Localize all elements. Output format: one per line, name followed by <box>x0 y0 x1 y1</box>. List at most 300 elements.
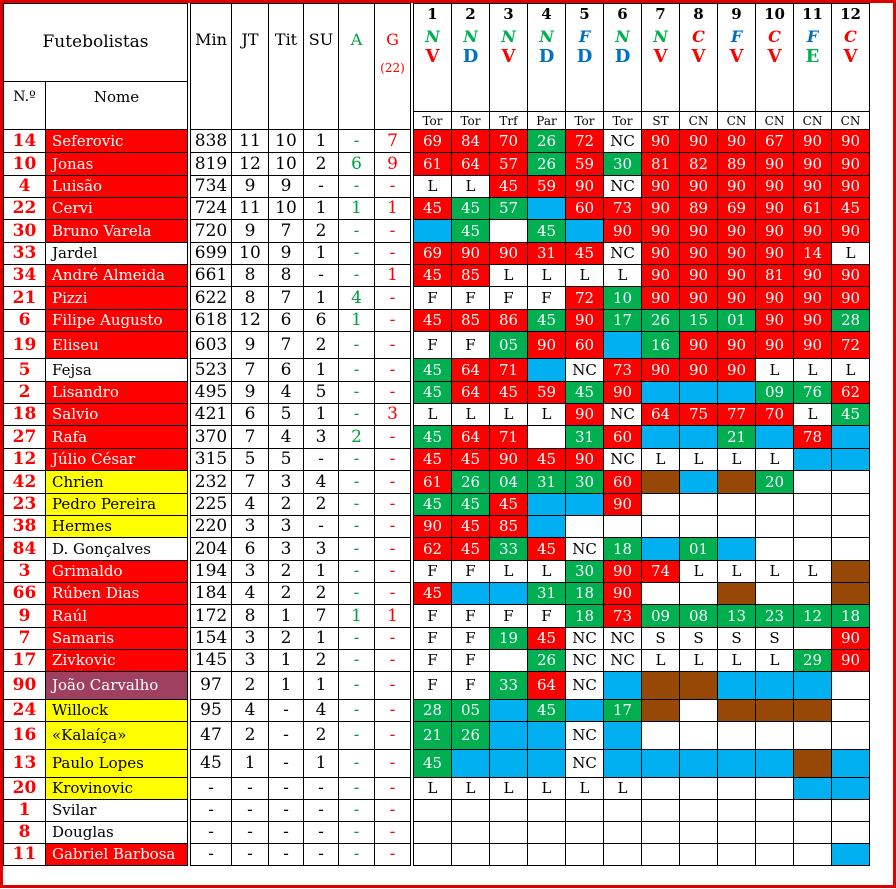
match-cell-5: 31 <box>566 426 604 449</box>
match-cell-10 <box>756 426 794 449</box>
assists-cell: - <box>339 822 375 844</box>
match-cell-10 <box>756 800 794 822</box>
match-cell-7 <box>642 538 680 561</box>
match-result-5: D <box>566 48 604 82</box>
match-cell-2: L <box>452 404 490 426</box>
match-cell-8 <box>680 583 718 605</box>
match-cell-7: 90 <box>642 176 680 198</box>
subs-cell: 2 <box>304 332 339 359</box>
player-number: 24 <box>4 700 46 722</box>
assists-cell: - <box>339 538 375 561</box>
assists-cell: - <box>339 722 375 750</box>
match-cell-11: 76 <box>794 382 832 404</box>
match-cell-12: 72 <box>832 332 870 359</box>
match-cell-6 <box>604 516 642 538</box>
starts-cell: 9 <box>269 176 304 198</box>
subs-cell: 1 <box>304 130 339 153</box>
match-cell-5 <box>566 220 604 243</box>
player-name: Hermes <box>46 516 188 538</box>
match-cell-4 <box>528 494 566 516</box>
match-cell-3: 45 <box>490 382 528 404</box>
starts-cell: 10 <box>269 130 304 153</box>
subs-cell: - <box>304 176 339 198</box>
match-blank-8 <box>680 82 718 112</box>
minutes-cell: 154 <box>191 628 232 650</box>
games-cell: 4 <box>232 583 269 605</box>
minutes-cell: 838 <box>191 130 232 153</box>
player-name: Rúben Dias <box>46 583 188 605</box>
match-cell-8 <box>680 700 718 722</box>
match-cell-7 <box>642 722 680 750</box>
player-row <box>4 628 870 650</box>
games-cell: 10 <box>232 243 269 265</box>
table-title: Futebolistas <box>42 32 149 52</box>
match-result-11: E <box>794 48 832 82</box>
subs-cell: - <box>304 800 339 822</box>
match-result-10: V <box>756 48 794 82</box>
assists-cell: 1 <box>339 605 375 628</box>
match-cell-12 <box>832 778 870 800</box>
assists-cell: - <box>339 800 375 822</box>
match-cell-11 <box>794 471 832 494</box>
goals-cell: - <box>375 800 411 822</box>
match-cell-4: 31 <box>528 583 566 605</box>
player-number: 30 <box>4 220 46 243</box>
goals-cell: 1 <box>375 265 411 287</box>
subs-cell: 2 <box>304 650 339 672</box>
player-row <box>4 750 870 778</box>
player-row <box>4 778 870 800</box>
player-name: Pizzi <box>46 287 188 310</box>
assists-cell: - <box>339 650 375 672</box>
assists-header: A <box>339 4 375 130</box>
games-cell: 3 <box>232 650 269 672</box>
match-cell-6: 18 <box>604 538 642 561</box>
match-cell-9: 90 <box>718 176 756 198</box>
match-cell-8: 08 <box>680 605 718 628</box>
goals-cell: 1 <box>375 605 411 628</box>
goals-cell: - <box>375 382 411 404</box>
goals-cell: - <box>375 722 411 750</box>
match-cell-11 <box>794 628 832 650</box>
match-cell-7: 90 <box>642 198 680 220</box>
match-cell-5: 90 <box>566 176 604 198</box>
player-name: Cervi <box>46 198 188 220</box>
match-cell-2: 85 <box>452 265 490 287</box>
starts-cell: 6 <box>269 310 304 332</box>
goals-cell: - <box>375 778 411 800</box>
match-cell-7 <box>642 778 680 800</box>
player-number: 6 <box>4 310 46 332</box>
match-cell-5: L <box>566 778 604 800</box>
match-cell-3: 71 <box>490 359 528 382</box>
match-cell-4: 59 <box>528 382 566 404</box>
match-number-10: 10 <box>756 4 794 26</box>
subs-cell: - <box>304 516 339 538</box>
goals-cell: - <box>375 449 411 471</box>
match-cell-3 <box>490 750 528 778</box>
match-cell-3 <box>490 800 528 822</box>
match-cell-3: 90 <box>490 449 528 471</box>
match-cell-6: 30 <box>604 153 642 176</box>
player-row <box>4 538 870 561</box>
match-cell-5: L <box>566 265 604 287</box>
number-header: N.º <box>4 82 46 130</box>
match-cell-12 <box>832 822 870 844</box>
starts-cell: 7 <box>269 332 304 359</box>
goals-cell: - <box>375 426 411 449</box>
match-cell-7: L <box>642 449 680 471</box>
games-cell: - <box>232 822 269 844</box>
match-cell-1: 45 <box>414 310 452 332</box>
match-cell-12: 62 <box>832 382 870 404</box>
match-cell-8 <box>680 382 718 404</box>
match-cell-12 <box>832 471 870 494</box>
match-cell-4: F <box>528 605 566 628</box>
match-cell-8 <box>680 750 718 778</box>
minutes-cell: 45 <box>191 750 232 778</box>
player-number: 2 <box>4 382 46 404</box>
minutes-cell: 184 <box>191 583 232 605</box>
goals-cell: - <box>375 220 411 243</box>
match-cell-3: F <box>490 605 528 628</box>
match-blank-6 <box>604 82 642 112</box>
player-number: 14 <box>4 130 46 153</box>
match-number-6: 6 <box>604 4 642 26</box>
match-cell-11: 90 <box>794 265 832 287</box>
player-row <box>4 605 870 628</box>
match-cell-1: 21 <box>414 722 452 750</box>
match-result-6: D <box>604 48 642 82</box>
minutes-cell: 523 <box>191 359 232 382</box>
match-cell-3: 04 <box>490 471 528 494</box>
match-blank-1 <box>414 82 452 112</box>
match-result-3: V <box>490 48 528 82</box>
assists-cell: 6 <box>339 153 375 176</box>
match-blank-2 <box>452 82 490 112</box>
match-cell-9 <box>718 471 756 494</box>
assists-cell: 1 <box>339 310 375 332</box>
match-cell-7: L <box>642 650 680 672</box>
minutes-cell: 204 <box>191 538 232 561</box>
match-cell-8 <box>680 672 718 700</box>
games-cell: - <box>232 800 269 822</box>
match-cell-4: 31 <box>528 471 566 494</box>
match-cell-3: L <box>490 778 528 800</box>
games-cell: 4 <box>232 494 269 516</box>
match-cell-9 <box>718 844 756 866</box>
match-result-7: V <box>642 48 680 82</box>
match-blank-9 <box>718 82 756 112</box>
minutes-cell: 819 <box>191 153 232 176</box>
match-cell-12: 90 <box>832 176 870 198</box>
match-cell-4: 59 <box>528 176 566 198</box>
match-cell-6 <box>604 722 642 750</box>
match-cell-11 <box>794 778 832 800</box>
match-cell-5 <box>566 494 604 516</box>
match-cell-6 <box>604 844 642 866</box>
match-cell-1: 45 <box>414 359 452 382</box>
match-cell-12: 90 <box>832 130 870 153</box>
match-cell-3 <box>490 822 528 844</box>
player-name: Zivkovic <box>46 650 188 672</box>
player-name: Douglas <box>46 822 188 844</box>
match-cell-1: 45 <box>414 426 452 449</box>
match-cell-4 <box>528 359 566 382</box>
games-cell: 7 <box>232 359 269 382</box>
match-cell-7: 26 <box>642 310 680 332</box>
match-cell-9 <box>718 538 756 561</box>
match-venue-10: C <box>756 26 794 48</box>
player-number: 19 <box>4 332 46 359</box>
player-number: 38 <box>4 516 46 538</box>
match-cell-10: L <box>756 449 794 471</box>
player-number: 20 <box>4 778 46 800</box>
match-cell-3: 85 <box>490 516 528 538</box>
match-cell-6: 60 <box>604 426 642 449</box>
goals-cell: - <box>375 494 411 516</box>
match-cell-2 <box>452 844 490 866</box>
match-cell-7: 90 <box>642 265 680 287</box>
match-venue-8: C <box>680 26 718 48</box>
match-competition-11: CN <box>794 112 832 130</box>
starts-cell: 10 <box>269 153 304 176</box>
minutes-cell: 225 <box>191 494 232 516</box>
match-cell-10: 20 <box>756 471 794 494</box>
match-number-11: 11 <box>794 4 832 26</box>
player-row <box>4 494 870 516</box>
starts-cell: 1 <box>269 672 304 700</box>
match-cell-6: 90 <box>604 583 642 605</box>
match-cell-4: 26 <box>528 153 566 176</box>
match-cell-7 <box>642 800 680 822</box>
match-cell-11 <box>794 516 832 538</box>
match-cell-11 <box>794 750 832 778</box>
minutes-cell: 622 <box>191 287 232 310</box>
match-number-4: 4 <box>528 4 566 26</box>
starts-cell: 7 <box>269 220 304 243</box>
match-cell-6 <box>604 672 642 700</box>
match-cell-5: 60 <box>566 198 604 220</box>
match-cell-1: 45 <box>414 750 452 778</box>
match-competition-9: CN <box>718 112 756 130</box>
match-cell-7 <box>642 583 680 605</box>
match-cell-6: NC <box>604 243 642 265</box>
match-cell-2 <box>452 583 490 605</box>
match-cell-5: NC <box>566 750 604 778</box>
match-number-8: 8 <box>680 4 718 26</box>
goals-cell: - <box>375 359 411 382</box>
match-cell-12 <box>832 494 870 516</box>
player-row <box>4 516 870 538</box>
player-row <box>4 198 870 220</box>
minutes-cell: 724 <box>191 198 232 220</box>
player-row <box>4 382 870 404</box>
subs-cell: 2 <box>304 583 339 605</box>
games-cell: 5 <box>232 449 269 471</box>
match-cell-2: 64 <box>452 426 490 449</box>
match-cell-12: 90 <box>832 265 870 287</box>
games-cell: 9 <box>232 332 269 359</box>
games-cell: 9 <box>232 220 269 243</box>
player-name: D. Gonçalves <box>46 538 188 561</box>
match-cell-1: 45 <box>414 198 452 220</box>
starts-cell: 2 <box>269 561 304 583</box>
match-cell-8 <box>680 516 718 538</box>
match-cell-3: 86 <box>490 310 528 332</box>
match-venue-12: C <box>832 26 870 48</box>
match-cell-2: 45 <box>452 449 490 471</box>
match-cell-3: F <box>490 287 528 310</box>
goals-cell: - <box>375 243 411 265</box>
match-cell-10 <box>756 722 794 750</box>
match-cell-7 <box>642 516 680 538</box>
minutes-cell: 47 <box>191 722 232 750</box>
match-cell-8 <box>680 471 718 494</box>
player-row <box>4 449 870 471</box>
games-cell: 4 <box>232 700 269 722</box>
minutes-cell: 734 <box>191 176 232 198</box>
player-name: Paulo Lopes <box>46 750 188 778</box>
match-cell-6 <box>604 750 642 778</box>
match-cell-9: 69 <box>718 198 756 220</box>
match-result-12: V <box>832 48 870 82</box>
match-cell-5 <box>566 800 604 822</box>
player-row <box>4 844 870 866</box>
minutes-cell: 315 <box>191 449 232 471</box>
match-cell-11 <box>794 700 832 722</box>
match-cell-6: 73 <box>604 198 642 220</box>
match-cell-1: F <box>414 672 452 700</box>
match-cell-1: 90 <box>414 516 452 538</box>
match-cell-7: 90 <box>642 130 680 153</box>
games-cell: 2 <box>232 672 269 700</box>
match-cell-3: L <box>490 404 528 426</box>
subs-cell: 2 <box>304 494 339 516</box>
goals-cell: - <box>375 844 411 866</box>
subs-cell: - <box>304 449 339 471</box>
starts-cell: 3 <box>269 538 304 561</box>
match-venue-4: N <box>528 26 566 48</box>
assists-cell: - <box>339 449 375 471</box>
match-cell-8: 90 <box>680 243 718 265</box>
goals-cell: 9 <box>375 153 411 176</box>
player-number: 9 <box>4 605 46 628</box>
starts-cell: 7 <box>269 287 304 310</box>
player-row <box>4 265 870 287</box>
minutes-cell: 495 <box>191 382 232 404</box>
match-venue-2: N <box>452 26 490 48</box>
player-name: Júlio César <box>46 449 188 471</box>
match-cell-9 <box>718 516 756 538</box>
match-cell-5: 30 <box>566 471 604 494</box>
goals-cell: - <box>375 561 411 583</box>
match-cell-6: 73 <box>604 359 642 382</box>
starts-cell: 8 <box>269 265 304 287</box>
match-cell-11 <box>794 800 832 822</box>
assists-cell: - <box>339 243 375 265</box>
match-cell-10: L <box>756 561 794 583</box>
match-cell-8: 15 <box>680 310 718 332</box>
player-row <box>4 332 870 359</box>
player-number: 12 <box>4 449 46 471</box>
match-cell-8 <box>680 778 718 800</box>
match-cell-1: F <box>414 628 452 650</box>
assists-cell: - <box>339 516 375 538</box>
match-cell-8: 90 <box>680 359 718 382</box>
games-cell: 12 <box>232 153 269 176</box>
match-cell-11: 90 <box>794 153 832 176</box>
match-cell-10: 90 <box>756 310 794 332</box>
match-cell-5: NC <box>566 538 604 561</box>
games-cell: - <box>232 778 269 800</box>
match-cell-2 <box>452 750 490 778</box>
match-cell-4 <box>528 750 566 778</box>
player-name: João Carvalho <box>46 672 188 700</box>
assists-cell: - <box>339 700 375 722</box>
match-cell-7: 81 <box>642 153 680 176</box>
match-competition-3: Trf <box>490 112 528 130</box>
match-cell-1: F <box>414 332 452 359</box>
match-cell-11 <box>794 844 832 866</box>
starts-cell: 10 <box>269 198 304 220</box>
match-cell-12 <box>832 800 870 822</box>
match-cell-11: 78 <box>794 426 832 449</box>
games-cell: 6 <box>232 404 269 426</box>
match-cell-7: 16 <box>642 332 680 359</box>
match-competition-6: Tor <box>604 112 642 130</box>
assists-cell: - <box>339 176 375 198</box>
match-cell-4: 45 <box>528 538 566 561</box>
match-cell-11: 90 <box>794 310 832 332</box>
games-cell: 3 <box>232 561 269 583</box>
minutes-cell: 232 <box>191 471 232 494</box>
starts-cell: - <box>269 800 304 822</box>
match-cell-7: 09 <box>642 605 680 628</box>
match-cell-8: 90 <box>680 332 718 359</box>
match-cell-2: 05 <box>452 700 490 722</box>
minutes-cell: 220 <box>191 516 232 538</box>
subs-cell: 1 <box>304 198 339 220</box>
match-cell-4: 64 <box>528 672 566 700</box>
match-cell-2 <box>452 800 490 822</box>
match-cell-12: 90 <box>832 153 870 176</box>
match-cell-10: 90 <box>756 198 794 220</box>
match-cell-3: 33 <box>490 672 528 700</box>
player-row <box>4 153 870 176</box>
match-cell-11 <box>794 538 832 561</box>
player-number: 27 <box>4 426 46 449</box>
match-cell-1: 61 <box>414 153 452 176</box>
match-cell-8 <box>680 822 718 844</box>
subs-cell: 2 <box>304 153 339 176</box>
match-cell-1: 28 <box>414 700 452 722</box>
match-cell-3: 05 <box>490 332 528 359</box>
subs-cell: 2 <box>304 722 339 750</box>
minutes-cell: - <box>191 778 232 800</box>
player-name: Lisandro <box>46 382 188 404</box>
match-cell-6: NC <box>604 176 642 198</box>
match-cell-5: 72 <box>566 130 604 153</box>
goals-cell: - <box>375 538 411 561</box>
player-number: 84 <box>4 538 46 561</box>
match-cell-6 <box>604 822 642 844</box>
match-number-5: 5 <box>566 4 604 26</box>
subs-cell: 1 <box>304 404 339 426</box>
player-name: Raúl <box>46 605 188 628</box>
player-row <box>4 722 870 750</box>
match-cell-9: 77 <box>718 404 756 426</box>
